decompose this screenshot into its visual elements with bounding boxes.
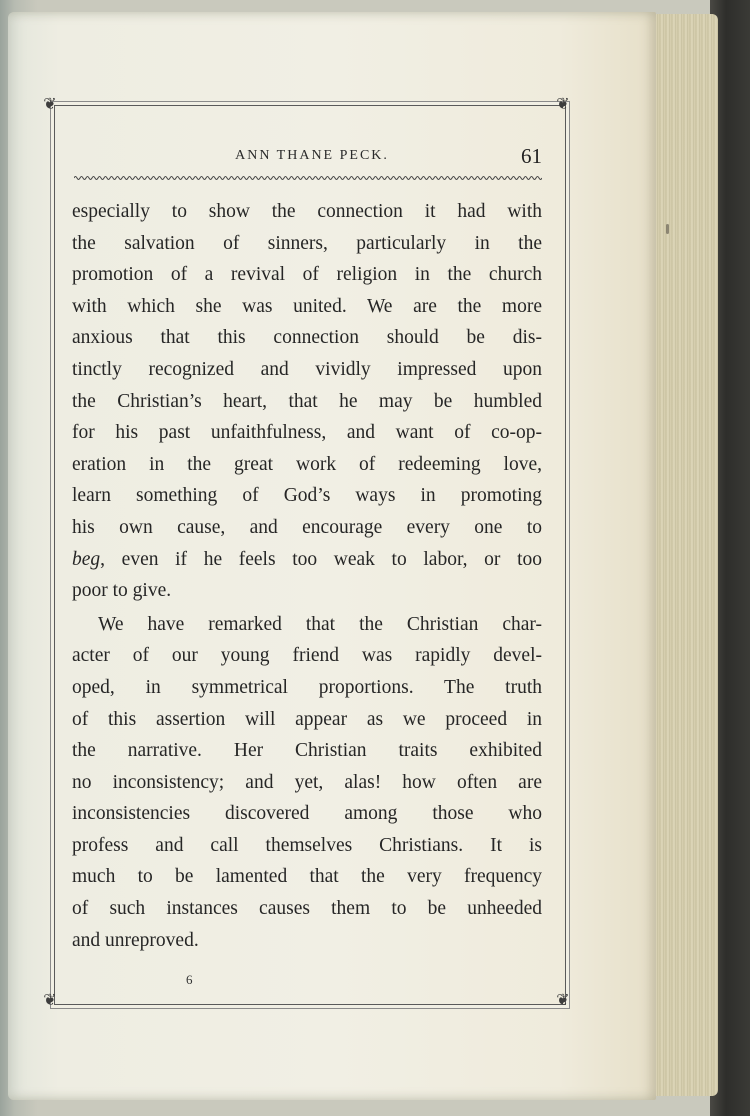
running-head: [72, 144, 542, 174]
italic-word: beg: [72, 548, 101, 570]
text-line: acter of our young friend was rapidly devel-: [72, 645, 542, 667]
body-text: [72, 196, 542, 956]
text-line: inconsistencies discovered among those who: [72, 803, 542, 825]
line-rest: , even if he feels too weak to labor, or too: [100, 548, 542, 570]
text-line: the narrative. Her Christian traits exhibited: [72, 740, 542, 762]
text-line: of this assertion will appear as we proceed in: [72, 708, 542, 730]
text-line: the salvation of sinners, particularly in the: [72, 232, 542, 254]
text-line: learn something of God’s ways in promoting: [72, 485, 542, 507]
running-title: ANN THANE PECK.: [235, 148, 389, 163]
text-line: with which she was united. We are the more: [72, 295, 542, 317]
text-line: his own cause, and encourage every one to: [72, 516, 542, 538]
text-line: no inconsistency; and yet, alas! how often are: [72, 771, 542, 793]
text-line: for his past unfaithfulness, and want of co-op-: [72, 422, 542, 444]
ink-mark: [666, 224, 669, 234]
text-line: oped, in symmetrical proportions. The truth: [72, 676, 542, 698]
text-line: promotion of a revival of religion in the church: [72, 264, 542, 286]
wavy-rule-icon: [74, 174, 542, 182]
floral-corner-icon: ❦: [556, 96, 570, 113]
text-line: [72, 544, 542, 576]
signature-mark: 6: [186, 972, 193, 987]
text-line: much to be lamented that the very frequency: [72, 866, 542, 888]
page-number: 61: [521, 144, 542, 168]
text-line: the Christian’s heart, that he may be humbled: [72, 390, 542, 412]
text-line: poor to give.: [72, 580, 172, 602]
floral-corner-icon: ❦: [43, 96, 57, 113]
floral-corner-icon: ❦: [556, 992, 570, 1009]
floral-corner-icon: ❦: [43, 992, 57, 1009]
text-line: tinctly recognized and vividly impressed upon: [72, 358, 542, 380]
text-line: eration in the great work of redeeming love,: [72, 453, 542, 475]
text-line: of such instances causes them to be unheeded: [72, 898, 542, 920]
paragraph: [72, 196, 542, 607]
text-line: anxious that this connection should be dis-: [72, 327, 542, 349]
text-line: We have remarked that the Christian char-: [98, 613, 542, 635]
paragraph: [72, 609, 542, 957]
text-line: profess and call themselves Christians. It is: [72, 834, 542, 856]
text-line: and unreproved.: [72, 929, 199, 951]
text-line: especially to show the connection it had with: [72, 201, 542, 222]
